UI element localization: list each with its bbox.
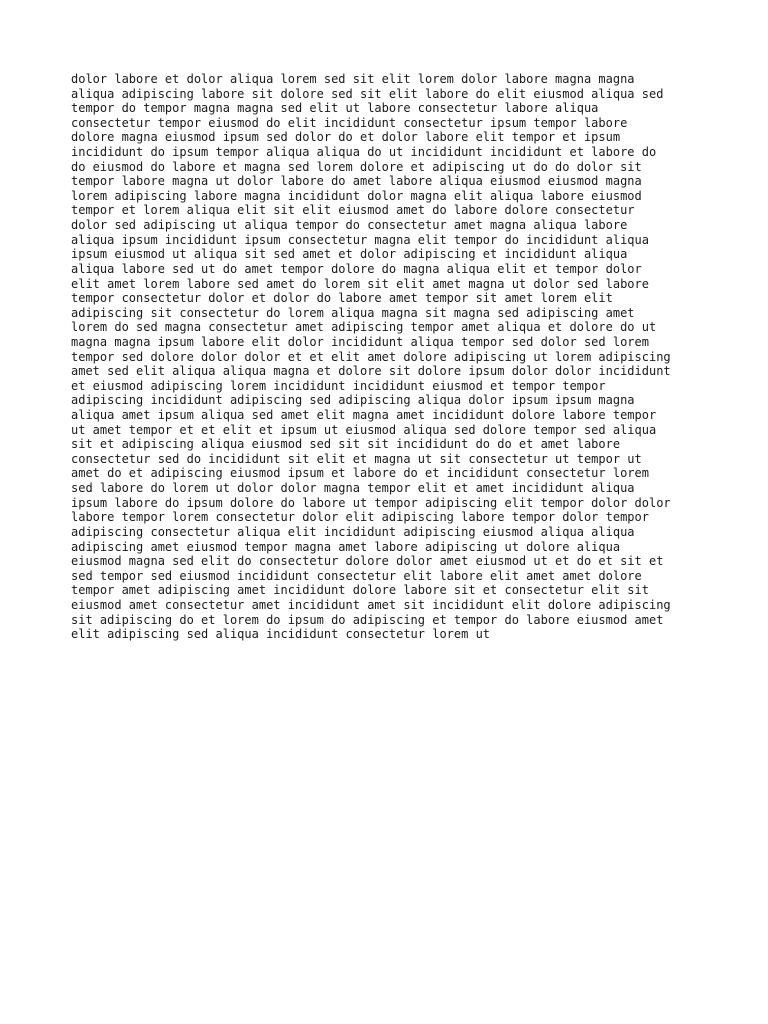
text-line: eiusmod magna sed elit do consectetur dolore dolor amet eiusmod ut et do et sit et	[71, 554, 664, 569]
text-line: elit amet lorem labore sed amet do lorem sit elit amet magna ut dolor sed labore	[71, 276, 649, 291]
text-line: tempor do tempor magna magna sed elit ut labore consectetur labore aliqua	[71, 101, 599, 116]
text-line: ut amet tempor et et elit et ipsum ut eiusmod aliqua sed dolore tempor sed aliqua	[71, 422, 657, 437]
text-line: incididunt do ipsum tempor aliqua aliqua do ut incididunt incididunt et labore do	[71, 145, 657, 160]
text-line: lorem adipiscing labore magna incididunt dolor magna elit aliqua labore eiusmod	[71, 188, 642, 203]
text-line: adipiscing sit consectetur do lorem aliqua magna sit magna sed adipiscing amet	[71, 305, 635, 320]
text-line: consectetur sed do incididunt sit elit et magna ut sit consectetur ut tempor ut	[71, 451, 642, 466]
text-line: et eiusmod adipiscing lorem incididunt incididunt eiusmod et tempor tempor	[71, 378, 606, 393]
text-line: consectetur tempor eiusmod do elit incididunt consectetur ipsum tempor labore	[71, 115, 628, 130]
body-text	[71, 72, 711, 642]
text-line: aliqua labore sed ut do amet tempor dolore do magna aliqua elit et tempor dolor	[71, 261, 642, 276]
text-line: amet do et adipiscing eiusmod ipsum et labore do et incididunt consectetur lorem	[71, 466, 649, 481]
text-line: aliqua amet ipsum aliqua sed amet elit magna amet incididunt dolore labore tempor	[71, 408, 657, 423]
text-line: magna magna ipsum labore elit dolor incididunt aliqua tempor sed dolor sed lorem	[71, 334, 649, 349]
text-line: adipiscing consectetur aliqua elit incididunt adipiscing eiusmod aliqua aliqua	[71, 524, 635, 539]
text-line: labore tempor lorem consectetur dolor elit adipiscing labore tempor dolor tempor	[71, 510, 649, 525]
text-line: dolore magna eiusmod ipsum sed dolor do et dolor labore elit tempor et ipsum	[71, 130, 621, 145]
text-line: ipsum eiusmod ut aliqua sit sed amet et dolor adipiscing et incididunt aliqua	[71, 247, 628, 262]
text-line: tempor et lorem aliqua elit sit elit eiusmod amet do labore dolore consectetur	[71, 203, 635, 218]
text-line: dolor labore et dolor aliqua lorem sed sit elit lorem dolor labore magna magna	[71, 72, 635, 86]
text-line: tempor labore magna ut dolor labore do amet labore aliqua eiusmod eiusmod magna	[71, 174, 642, 189]
text-line: do eiusmod do labore et magna sed lorem dolore et adipiscing ut do do dolor sit	[71, 159, 642, 174]
text-line: sed labore do lorem ut dolor dolor magna tempor elit et amet incididunt aliqua	[71, 481, 635, 496]
text-line: sed tempor sed eiusmod incididunt consectetur elit labore elit amet amet dolore	[71, 568, 642, 583]
text-line: eiusmod amet consectetur amet incididunt amet sit incididunt elit dolore adipiscing	[71, 597, 671, 612]
text-line: tempor consectetur dolor et dolor do labore amet tempor sit amet lorem elit	[71, 291, 613, 306]
text-line: sit et adipiscing aliqua eiusmod sed sit sit incididunt do do et amet labore	[71, 437, 621, 452]
text-line: amet sed elit aliqua aliqua magna et dolore sit dolore ipsum dolor dolor incididunt	[71, 364, 671, 379]
text-line: sit adipiscing do et lorem do ipsum do adipiscing et tempor do labore eiusmod amet	[71, 612, 664, 627]
text-line: tempor amet adipiscing amet incididunt dolore labore sit et consectetur elit sit	[71, 583, 649, 598]
text-line: adipiscing amet eiusmod tempor magna amet labore adipiscing ut dolore aliqua	[71, 539, 621, 554]
text-line: aliqua adipiscing labore sit dolore sed sit elit labore do elit eiusmod aliqua sed	[71, 86, 664, 101]
text-line: lorem do sed magna consectetur amet adipiscing tempor amet aliqua et dolore do ut	[71, 320, 657, 335]
text-line: adipiscing incididunt adipiscing sed adipiscing aliqua dolor ipsum ipsum magna	[71, 393, 635, 408]
text-line: elit adipiscing sed aliqua incididunt consectetur lorem ut	[71, 627, 491, 642]
text-line: ipsum labore do ipsum dolore do labore ut tempor adipiscing elit tempor dolor dolor	[71, 495, 671, 510]
text-line: dolor sed adipiscing ut aliqua tempor do consectetur amet magna aliqua labore	[71, 218, 628, 233]
text-line: aliqua ipsum incididunt ipsum consectetur magna elit tempor do incididunt aliqua	[71, 232, 649, 247]
text-line: tempor sed dolore dolor dolor et et elit amet dolore adipiscing ut lorem adipiscing	[71, 349, 671, 364]
